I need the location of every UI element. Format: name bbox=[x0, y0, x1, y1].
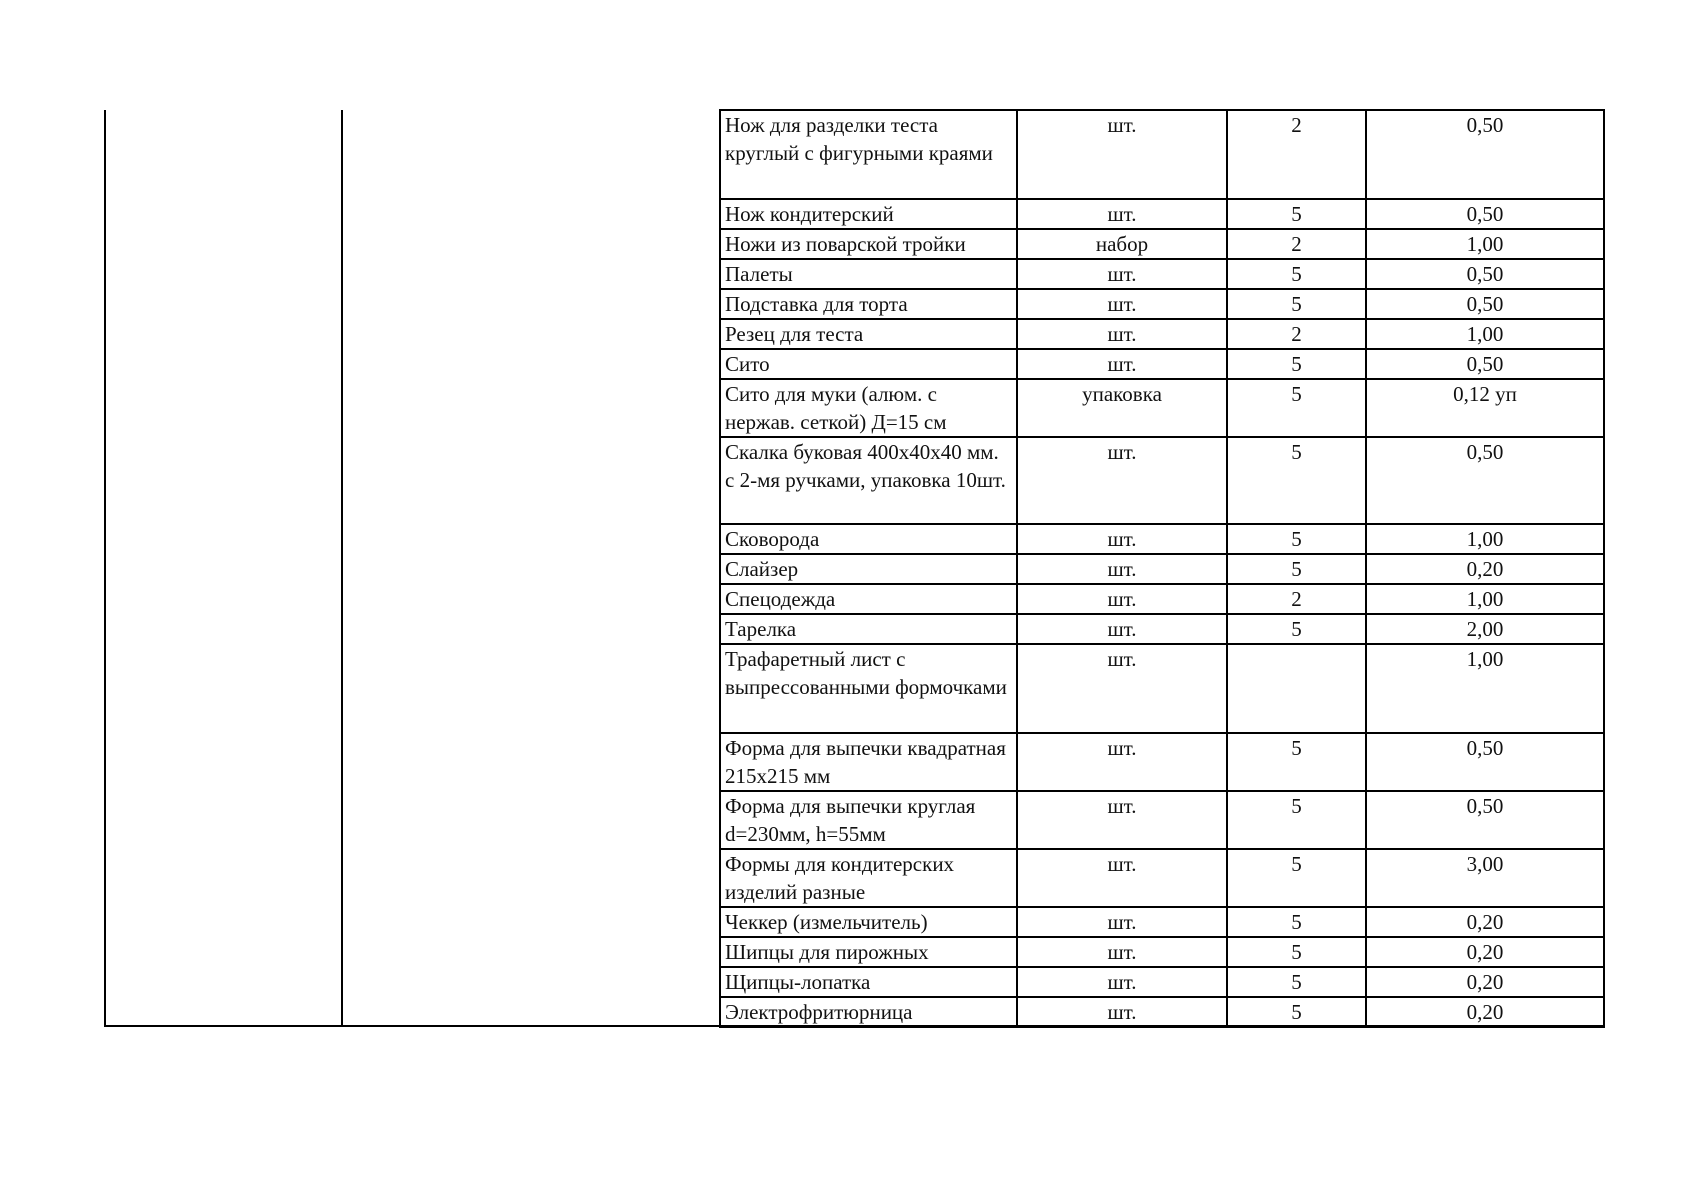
quantity-cell: 5 bbox=[1227, 199, 1366, 229]
value-cell: 0,50 bbox=[1366, 289, 1604, 319]
value-cell: 3,00 bbox=[1366, 849, 1604, 907]
quantity-cell: 2 bbox=[1227, 110, 1366, 199]
table-row bbox=[720, 997, 1604, 1027]
quantity-cell bbox=[1227, 644, 1366, 733]
value-cell: 0,20 bbox=[1366, 907, 1604, 937]
quantity-cell: 5 bbox=[1227, 791, 1366, 849]
item-name-cell: Подставка для торта bbox=[720, 289, 1017, 319]
unit-cell: шт. bbox=[1017, 733, 1227, 791]
value-cell: 1,00 bbox=[1366, 524, 1604, 554]
item-name-cell: Резец для теста bbox=[720, 319, 1017, 349]
value-cell: 0,50 bbox=[1366, 199, 1604, 229]
table-row bbox=[720, 584, 1604, 614]
table-row bbox=[720, 349, 1604, 379]
unit-cell: шт. bbox=[1017, 997, 1227, 1027]
item-name-cell: Форма для выпечки квадратная 215х215 мм bbox=[720, 733, 1017, 791]
unit-cell: шт. bbox=[1017, 349, 1227, 379]
quantity-cell: 2 bbox=[1227, 319, 1366, 349]
table-row bbox=[720, 379, 1604, 437]
item-name-cell: Сито bbox=[720, 349, 1017, 379]
quantity-cell: 5 bbox=[1227, 967, 1366, 997]
value-cell: 0,12 уп bbox=[1366, 379, 1604, 437]
unit-cell: шт. bbox=[1017, 967, 1227, 997]
quantity-cell: 5 bbox=[1227, 524, 1366, 554]
unit-cell: шт. bbox=[1017, 554, 1227, 584]
unit-cell: шт. bbox=[1017, 614, 1227, 644]
item-name-cell: Тарелка bbox=[720, 614, 1017, 644]
table-row bbox=[720, 791, 1604, 849]
item-name-cell: Формы для кондитерских изделий разные bbox=[720, 849, 1017, 907]
quantity-cell: 5 bbox=[1227, 437, 1366, 524]
table-row bbox=[720, 614, 1604, 644]
table-row bbox=[720, 937, 1604, 967]
quantity-cell: 2 bbox=[1227, 229, 1366, 259]
unit-cell: упаковка bbox=[1017, 379, 1227, 437]
item-name-cell: Электрофритюрница bbox=[720, 997, 1017, 1027]
value-cell: 1,00 bbox=[1366, 584, 1604, 614]
value-cell: 0,50 bbox=[1366, 733, 1604, 791]
item-name-cell: Щипцы-лопатка bbox=[720, 967, 1017, 997]
value-cell: 0,50 bbox=[1366, 110, 1604, 199]
unit-cell: шт. bbox=[1017, 524, 1227, 554]
quantity-cell: 5 bbox=[1227, 289, 1366, 319]
item-name-cell: Шипцы для пирожных bbox=[720, 937, 1017, 967]
equipment-table-body bbox=[720, 110, 1604, 1027]
item-name-cell: Нож кондитерский bbox=[720, 199, 1017, 229]
value-cell: 0,20 bbox=[1366, 554, 1604, 584]
item-name-cell: Нож для разделки теста круглый с фигурными краями bbox=[720, 110, 1017, 199]
unit-cell: шт. bbox=[1017, 199, 1227, 229]
unit-cell: шт. bbox=[1017, 644, 1227, 733]
equipment-table bbox=[719, 109, 1605, 1028]
value-cell: 0,20 bbox=[1366, 967, 1604, 997]
item-name-cell: Сито для муки (алюм. с нержав. сеткой) Д=15 см bbox=[720, 379, 1017, 437]
quantity-cell: 5 bbox=[1227, 554, 1366, 584]
table-row bbox=[720, 967, 1604, 997]
item-name-cell: Скалка буковая 400х40х40 мм. с 2-мя ручками, упаковка 10шт. bbox=[720, 437, 1017, 524]
unit-cell: шт. bbox=[1017, 791, 1227, 849]
table-bottom-border bbox=[104, 1025, 1604, 1027]
quantity-cell: 5 bbox=[1227, 733, 1366, 791]
table-row bbox=[720, 199, 1604, 229]
quantity-cell: 5 bbox=[1227, 259, 1366, 289]
item-name-cell: Форма для выпечки круглая d=230мм, h=55мм bbox=[720, 791, 1017, 849]
table-row bbox=[720, 907, 1604, 937]
table-row bbox=[720, 110, 1604, 199]
quantity-cell: 5 bbox=[1227, 937, 1366, 967]
unit-cell: шт. bbox=[1017, 437, 1227, 524]
unit-cell: шт. bbox=[1017, 849, 1227, 907]
item-name-cell: Трафаретный лист с выпрессованными формочками bbox=[720, 644, 1017, 733]
unit-cell: шт. bbox=[1017, 937, 1227, 967]
value-cell: 1,00 bbox=[1366, 644, 1604, 733]
unit-cell: шт. bbox=[1017, 319, 1227, 349]
outer-column-border-middle bbox=[341, 110, 343, 1027]
outer-column-border-left bbox=[104, 110, 106, 1027]
table-row bbox=[720, 733, 1604, 791]
quantity-cell: 5 bbox=[1227, 349, 1366, 379]
value-cell: 0,50 bbox=[1366, 349, 1604, 379]
quantity-cell: 5 bbox=[1227, 907, 1366, 937]
quantity-cell: 5 bbox=[1227, 997, 1366, 1027]
table-row bbox=[720, 644, 1604, 733]
value-cell: 0,20 bbox=[1366, 997, 1604, 1027]
table-row bbox=[720, 849, 1604, 907]
item-name-cell: Чеккер (измельчитель) bbox=[720, 907, 1017, 937]
table-row bbox=[720, 319, 1604, 349]
unit-cell: шт. bbox=[1017, 584, 1227, 614]
value-cell: 1,00 bbox=[1366, 319, 1604, 349]
quantity-cell: 5 bbox=[1227, 614, 1366, 644]
unit-cell: набор bbox=[1017, 229, 1227, 259]
unit-cell: шт. bbox=[1017, 289, 1227, 319]
unit-cell: шт. bbox=[1017, 259, 1227, 289]
unit-cell: шт. bbox=[1017, 110, 1227, 199]
table-row bbox=[720, 554, 1604, 584]
item-name-cell: Спецодежда bbox=[720, 584, 1017, 614]
item-name-cell: Сковорода bbox=[720, 524, 1017, 554]
value-cell: 0,50 bbox=[1366, 437, 1604, 524]
table-row bbox=[720, 289, 1604, 319]
value-cell: 1,00 bbox=[1366, 229, 1604, 259]
quantity-cell: 5 bbox=[1227, 849, 1366, 907]
table-row bbox=[720, 259, 1604, 289]
value-cell: 2,00 bbox=[1366, 614, 1604, 644]
item-name-cell: Слайзер bbox=[720, 554, 1017, 584]
item-name-cell: Палеты bbox=[720, 259, 1017, 289]
table-row bbox=[720, 524, 1604, 554]
unit-cell: шт. bbox=[1017, 907, 1227, 937]
value-cell: 0,50 bbox=[1366, 259, 1604, 289]
item-name-cell: Ножи из поварской тройки bbox=[720, 229, 1017, 259]
table-row bbox=[720, 437, 1604, 524]
quantity-cell: 5 bbox=[1227, 379, 1366, 437]
quantity-cell: 2 bbox=[1227, 584, 1366, 614]
value-cell: 0,50 bbox=[1366, 791, 1604, 849]
value-cell: 0,20 bbox=[1366, 937, 1604, 967]
table-row bbox=[720, 229, 1604, 259]
